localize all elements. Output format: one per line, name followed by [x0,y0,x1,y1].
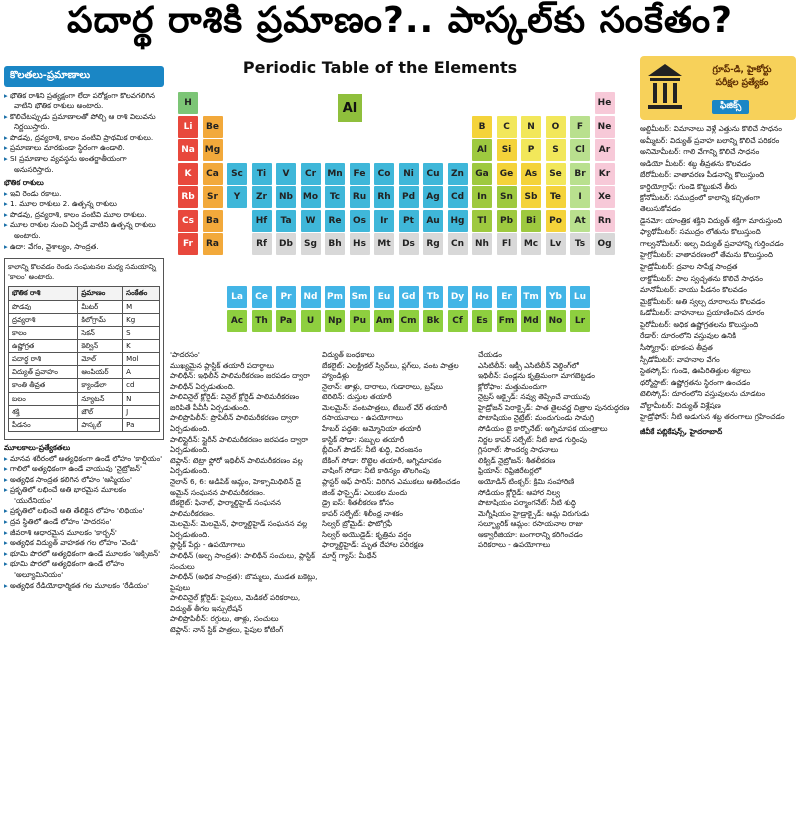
element-cell: Lu [570,286,590,308]
element-cell: Be [203,116,223,138]
text-line: ప్లాస్టర్ ఆఫ్ పారిస్: విరిగిన ఎముకలు అతికించడం [322,476,461,486]
element-cell: W [301,210,321,232]
subheading: భౌతిక రాశులు [4,178,44,188]
instrument-item: పైరోమీటర్: అధిక ఉష్ణోగ్రతలను కొలుస్తుంది [640,319,759,329]
table-cell: J [123,405,160,418]
table-cell: పొడవు [9,300,78,313]
table-header: ప్రమాణం [78,287,123,300]
text-line: పరికరాలు - ఉపయోగాలు [478,540,551,550]
text-line: జింక్ ఫాస్ఫైడ్: ఎలుకల మందు [322,487,408,497]
table-cell: పాస్కల్ [78,418,123,431]
text-line: ముఖ్యమైన ప్లాస్టిక్ తయారీ పదార్థాలు [170,360,275,370]
element-cell: Bh [325,233,345,255]
element-cell: Mo [301,186,321,208]
table-cell: మీటర్ [78,300,123,313]
element-cell: Sr [203,186,223,208]
text-line: పాలిథీన్ (అధిక సాంద్రత): బొమ్మలు, ముడత బకెట్లు, పైపులు [170,572,318,592]
table-cell: కెల్విన్ [78,340,123,353]
list-item: ▸ ఉదా: వేగం, వైశాల్యం, సాంద్రత. [4,242,164,253]
text-line: ఎసిటిలీన్: ఆక్సీ ఎసిటిలీన్ వెల్డింగ్‌లో [478,360,579,370]
element-cell: H [178,92,198,114]
table-cell: క్యాండేలా [78,379,123,392]
list-item: ▸ మూల రాశుల నుంచి ఏర్పడే వాటిని ఉత్పన్న రాశులు అంటారు. [4,220,164,241]
units-box [4,258,164,440]
list-item: ▸ మానవ శరీరంలో అత్యధికంగా ఉండే లోహం 'కాల్షియం' [4,454,164,465]
element-cell: Ar [595,139,615,161]
table-row [9,300,160,313]
element-cell: Na [178,139,198,161]
instrument-item: ఓడోమీటర్: వాహనాలు ప్రయాణించిన దూరం [640,308,765,318]
element-cell: Hg [448,210,468,232]
element-cell: Ru [350,186,370,208]
element-cell: Ho [472,286,492,308]
list-item: ▸ 1. మూల రాశులు 2. ఉత్పన్న రాశులు [4,199,164,210]
building-icon [646,62,684,112]
text-line: క్లోరోఫాం: మత్తుమందుగా [478,381,547,391]
periodic-table [168,92,636,342]
column-4 [478,350,638,826]
element-cell: Br [570,163,590,185]
element-cell: Hs [350,233,370,255]
element-cell: C [497,116,517,138]
element-cell: Rb [178,186,198,208]
element-cell: Ba [203,210,223,232]
list-item: ▸ అత్యధిక సాంద్రత కలిగిన లోహం 'ఆస్మియం' [4,475,164,486]
headline: పదార్థ రాశికి ప్రమాణం?.. పాస్కల్‌కు సంకేతం? [66,0,734,41]
table-row [9,405,160,418]
element-cell: Re [325,210,345,232]
table-cell: మోల్ [78,353,123,366]
list-item: ▸ పొడవు, ద్రవ్యరాశి, కాలం వంటివి మూల రాశులు. [4,210,164,221]
list-item: ▸ భూమి పొరలో అత్యధికంగా ఉండే లోహం 'అల్యూమినియం' [4,559,164,580]
text-line: పొటాషియం పర్మాంగనేట్: నీటి శుద్ధి [478,498,576,508]
text-line: వాషింగ్ సోడా: నీటి కాఠిన్యం తొలగింపు [322,466,430,476]
text-line: పాలిప్రొపిలీన్: రగ్గులు, తాళ్లు, సంచులు [170,614,279,624]
text-line: రసాయనాలు - ఉపయోగాలు [322,413,403,423]
section-banner: కొలతలు-ప్రమాణాలు [4,66,164,87]
element-cell: Ge [497,163,517,185]
element-cell: Cr [301,163,321,185]
list-item: ▸ అత్యధిక విద్యుత్ వాహకత గల లోహం 'వెండి' [4,538,164,549]
element-cell: Sn [497,186,517,208]
exam-banner [640,56,796,120]
list-item: ▸ పొడవు, ద్రవ్యరాశి, కాలం వంటివి ప్రాథమిక రాశులు. [4,133,164,144]
table-row [9,326,160,339]
instrument-item: థర్మోస్టాట్: ఉష్ణోగ్రతను స్థిరంగా ఉంచడం [640,377,751,387]
column-2 [170,350,320,826]
instrument-item: డైనమో: యాంత్రిక శక్తిని విద్యుత్ శక్తిగా మారుస్తుంది [640,215,783,225]
element-cell: Ac [227,310,247,332]
text-line: టెరిలిన్: దుస్తుల తయారీ [322,392,392,402]
element-cell: In [472,186,492,208]
element-cell: N [521,116,541,138]
table-header: భౌతిక రాశి [9,287,78,300]
element-cell: Rh [374,186,394,208]
element-cell: V [276,163,296,185]
table-cell: ఆంపియర్ [78,366,123,379]
element-cell: Mg [203,139,223,161]
banner-line1: గ్రూప్-డి, హైకోర్టు [712,65,772,75]
table-row [9,418,160,431]
element-cell: Dy [448,286,468,308]
text-line: విద్యుత్ బంధకాలు [322,350,375,359]
section1-list [4,91,164,176]
element-cell: Ts [570,233,590,255]
text-line: పాలివినైల్ క్లోరైడ్: వినైల్ క్లోరైడ్ పాలిమరీకరణం జరిపితే పీవీసీ ఏర్పడుతుంది. [170,392,300,412]
text-line: మెగ్నీషియం హైడ్రాక్సైడ్: ఆమ్ల విరుగుడు [478,508,589,518]
instrument-item: రేడార్: దూరంలోని వస్తువుల ఉనికి [640,331,737,341]
text-line: ఫ్రియాన్: రిఫ్రిజిరేటర్లలో [478,466,542,476]
element-cell: Pu [350,310,370,332]
element-cell: Sc [227,163,247,185]
text-line: గ్లిసరాల్: సౌందర్య సాధనాలు [478,445,559,455]
element-cell: Nd [301,286,321,308]
instrument-item: సీస్మోగ్రాఫ్: భూకంప తీవ్రత [640,342,713,352]
element-cell: Es [472,310,492,332]
instrument-item: వోల్టామీటర్: విద్యుత్ విశ్లేషణ [640,400,721,410]
table-cell: Mol [123,353,160,366]
instrument-item: హైగ్రోమీటర్: వాతావరణంలో తేమను కొలుస్తుంది [640,250,774,260]
element-cell: Ca [203,163,223,185]
element-cell: Cl [570,139,590,161]
element-cell: Po [546,210,566,232]
table-row [9,392,160,405]
instrument-item: అమ్మీటర్: విద్యుత్ ప్రవాహ బలాన్ని కొలిచే పరికరం [640,135,780,145]
element-cell: Fm [497,310,517,332]
element-cell: No [546,310,566,332]
text-line: నిర్జల కాపర్ సల్ఫేట్: నీటి జాడ గుర్తింపు [478,434,587,444]
element-cell: Sg [301,233,321,255]
element-cell: Au [423,210,443,232]
element-cell: Y [227,186,247,208]
text-line: సిల్వర్ బ్రోమైడ్: ఫొటోగ్రఫీ [322,519,393,529]
list-item: ▸ భూమి పొరలో అత్యధికంగా ఉండే మూలకం 'ఆక్సిజన్' [4,549,164,560]
text-line: ఇథిలీన్: పండ్లను కృత్రిమంగా మాగబెట్టడం [478,371,595,381]
table-cell: K [123,340,160,353]
text-line: బేకలైట్: ఎలక్ట్రికల్ స్విచ్‌లు, ప్లగ్‌లు, వంట పాత్రల హ్యాండిళ్లు [322,360,459,381]
element-cell: Xe [595,186,615,208]
table-cell: Pa [123,418,160,431]
text-line: మెలమైన్: మెలమైన్, ఫార్మాల్డిహైడ్ సంఘనన వల్ల ఏర్పడుతుంది. [170,519,308,539]
element-cell: Ds [399,233,419,255]
exam-banner-text [692,64,792,89]
element-cell: Cu [423,163,443,185]
element-cell: Pt [399,210,419,232]
list-item: ▸ గాలిలో అత్యధికంగా ఉండే వాయువు 'నైట్రోజన్' [4,464,164,475]
element-cell: Np [325,310,345,332]
element-cell: Cs [178,210,198,232]
text-line: నైలాన్ 6, 6: అడిపిక్ ఆమ్లం, హెక్సామిథిలిన్ డై అమైన్ సంఘనన పాలిమరీకరణం. [170,476,302,497]
list-item: ▸ ప్రమాణాలు మారకుండా స్థిరంగా ఉండాలి. [4,143,164,154]
element-cell: Tc [325,186,345,208]
text-line: అయోడిన్ టింక్చర్: క్రిమి సంహారిణి [478,476,575,486]
text-line: సల్ఫ్యూరిక్ ఆమ్లం: రసాయనాల రాజు [478,519,583,529]
elements-list [4,454,164,592]
text-line: నైలాన్: తాళ్లు, దారాలు, గుడారాలు, బ్రష్‌లు [322,381,443,391]
banner-line2: పరీక్షల ప్రత్యేకం [715,77,769,88]
element-cell: Si [497,139,517,161]
units-intro: కాలాన్ని కొలవడం రెండు సంఘటనల మధ్య సమయాన్ని 'కాలం' అంటారు. [8,263,156,282]
key-element: Al [338,94,362,122]
subsection-list [4,189,164,252]
units-table [8,286,160,432]
instrument-item: ఫ్యాథోమీటర్: సముద్రం లోతును కొలుస్తుంది [640,227,761,237]
element-cell: I [570,186,590,208]
table-row [9,379,160,392]
element-cell: Lr [570,310,590,332]
element-cell: Fe [350,163,370,185]
instrument-item: ఆల్టిమీటర్: విమానాలు వెళ్లే ఎత్తును కొలిచే సాధనం [640,124,782,133]
list-item: ▸ భౌతిక రాశిని ప్రత్యక్షంగా లేదా పరోక్షంగా కొలవగలిగిన వాటిని భౌతిక రాశులు అంటారు. [4,91,164,112]
element-cell: Tb [423,286,443,308]
column-3 [322,350,472,826]
text-line: 'పాదరసం' [170,350,200,359]
element-cell: Ag [423,186,443,208]
table-cell: Kg [123,313,160,326]
subject-badge: ఫిజిక్స్ [712,100,749,114]
element-cell: Zn [448,163,468,185]
table-row [9,313,160,326]
element-cell: Pr [276,286,296,308]
element-cell: Eu [374,286,394,308]
element-cell: As [521,163,541,185]
element-cell: Rg [423,233,443,255]
text-line: పాలిథీన్: ఇథిలీన్ పాలిమరీకరణం జరపడం ద్వారా పాలిథీన్ ఏర్పడుతుంది. [170,371,310,391]
table-cell: న్యూటన్ [78,392,123,405]
element-cell: Tm [521,286,541,308]
instrument-item: టెలిస్కోప్: దూరంలోని వస్తువులను చూడటం [640,389,766,399]
text-line: బేకింగ్ సోడా: రొట్టెల తయారీ, అగ్నిమాపకం [322,455,442,465]
text-line: సోడియం క్లోరైడ్: ఆహార నిల్వ [478,487,561,497]
element-cell: Li [178,116,198,138]
element-cell: U [301,310,321,332]
text-line: మార్ష్ గ్యాస్: మీథేన్ [322,550,377,560]
element-cell: Bi [521,210,541,232]
element-cell: Fl [497,233,517,255]
text-line: పాలివినైల్ క్లోరైడ్: పైపులు, మెడికల్ పరికరాలు, విద్యుత్ తీగల ఇన్సులేషన్ [170,593,301,613]
element-cell: B [472,116,492,138]
element-cell: Cm [399,310,419,332]
table-row [9,366,160,379]
subheading: మూలకాలు-ప్రత్యేకతలు [4,443,71,452]
element-cell: O [546,116,566,138]
element-cell: Ga [472,163,492,185]
element-cell: Nb [276,186,296,208]
table-cell: M [123,300,160,313]
element-cell: Pm [325,286,345,308]
element-cell: Ir [374,210,394,232]
element-cell: Ra [203,233,223,255]
element-cell: Mc [521,233,541,255]
element-cell: Pd [399,186,419,208]
table-cell: కిలోగ్రామ్ [78,313,123,326]
table-cell: కాంతి తీవ్రత [9,379,78,392]
element-cell: Zr [252,186,272,208]
list-item: ▸ ఇవి రెండు రకాలు. [4,189,164,200]
text-line: పాలిస్టైరీన్: స్టైరీన్ పాలిమరీకరణం జరపడం ద్వారా ఏర్పడుతుంది. [170,434,309,455]
text-line: టెఫ్లాన్: నాన్ స్టిక్ పాత్రలు, పైపుల కోటింగ్ [170,625,284,635]
element-cell: K [178,163,198,185]
text-line: నైట్రస్ ఆక్సైడ్: నవ్వు తెప్పించే వాయువు [478,392,590,402]
element-cell: Te [546,186,566,208]
instrument-item: హైడ్రోమీటర్: ద్రవాల సాపేక్ష సాంద్రత [640,261,738,271]
instrument-item: మానోమీటర్: వాయు పీడనం కొలవడం [640,285,747,295]
element-cell: Yb [546,286,566,308]
element-cell: Th [252,310,272,332]
list-item: ▸ ప్రకృతిలో లభించే అతి తేలికైన లోహం 'లిథియం' [4,506,164,517]
right-column [640,124,796,826]
element-cell: Rf [252,233,272,255]
element-cell: Co [374,163,394,185]
table-cell: శక్తి [9,405,78,418]
list-item: ▸ అత్యధిక రేడియోధార్మికత గల మూలకం 'రేడియం' [4,581,164,592]
element-cell: Ne [595,116,615,138]
instrument-item: స్పీడోమీటర్: వాహనాల వేగం [640,354,720,364]
table-cell: విద్యుత్ ప్రవాహం [9,366,78,379]
element-cell: Pa [276,310,296,332]
element-cell: Cd [448,186,468,208]
instrument-item: బేరోమీటర్: వాతావరణ పీడనాన్ని కొలుస్తుంది [640,170,765,180]
instrument-item: క్రోనోమీటర్: సముద్రంలో కాలాన్ని కచ్చితంగా తెలుసుకోవడం [640,193,761,214]
signature: జీవీకే పబ్లికేషన్స్, హైదరాబాద్ [640,427,723,437]
element-cell: Db [276,233,296,255]
element-cell: Nh [472,233,492,255]
table-cell: జౌల్ [78,405,123,418]
element-cell: Er [497,286,517,308]
text-line: పాలిప్రొపిలీన్: ప్రొపిలీన్ పాలిమరీకరణం ద్వారా ఏర్పడుతుంది. [170,413,299,434]
element-cell: P [521,139,541,161]
text-line: మెలమైన్: వంటపాత్రలు, టేబుల్ వేర్ తయారీ [322,402,448,412]
table-cell: cd [123,379,160,392]
table-cell: A [123,366,160,379]
table-cell: కాలం [9,326,78,339]
element-cell: Og [595,233,615,255]
text-line: ఫార్మాల్డిహైడ్: మృత దేహాల పరిరక్షణ [322,540,424,550]
instrument-item: మైక్రోమీటర్: అతి స్వల్ప దూరాలను కొలవడం [640,296,765,306]
instrument-item: కార్డియోగ్రాఫ్: గుండె కొట్టుకునే తీరు [640,181,737,191]
element-cell: Am [374,310,394,332]
table-cell: S [123,326,160,339]
element-cell: Sm [350,286,370,308]
text-line: కాపర్ సల్ఫేట్: శిలీంధ్ర నాశకం [322,508,403,518]
element-cell: Cf [448,310,468,332]
text-line: హేబర్ పద్ధతి: అమ్మోనియా తయారీ [322,424,422,434]
table-row [9,340,160,353]
list-item: ▸ ద్రవ స్థితిలో ఉండే లోహం 'పాదరసం' [4,517,164,528]
element-cell: La [227,286,247,308]
element-cell: Sb [521,186,541,208]
element-cell: Pb [497,210,517,232]
element-cell: Ta [276,210,296,232]
element-cell: Tl [472,210,492,232]
table-row [9,353,160,366]
text-line: బేకలైట్: ఫినాల్, ఫార్మాల్డిహైడ్ సంఘనన పాలిమరీకరణం. [170,498,282,518]
table-cell: పీడనం [9,418,78,431]
table-cell: N [123,392,160,405]
text-line: ఆక్వారీజియా: బంగారాన్ని కరిగించడం [478,529,583,539]
element-cell: Al [472,139,492,161]
instrument-item: గాల్వనోమీటర్: అల్ప విద్యుత్ ప్రవాహాన్ని గుర్తించడం [640,238,784,248]
element-cell: Ti [252,163,272,185]
element-cell: Ni [399,163,419,185]
table-cell: ద్రవ్యరాశి [9,313,78,326]
list-item: ▸ జీవరాశి ఆధారమైన మూలకం 'కార్బన్' [4,528,164,539]
element-cell: Cn [448,233,468,255]
table-cell: సెకన్ [78,326,123,339]
list-item: ▸ ప్రకృతిలో లభించే అతి భారమైన మూలకం 'యురేనియం' [4,485,164,506]
element-cell: Os [350,210,370,232]
element-cell: S [546,139,566,161]
periodic-table-title: Periodic Table of the Elements [242,58,518,77]
text-line: సిల్వర్ అయొడైడ్: కృత్రిమ వర్షం [322,529,412,539]
left-column [4,56,164,826]
text-line: బ్లీచింగ్ పౌడర్: నీటి శుద్ధి, విరంజనం [322,445,423,455]
list-item: ▸ కొలిచేటప్పుడు ప్రమాణాలతో పోల్చి ఆ రాశి విలువను నిర్ణయిస్తారు. [4,112,164,133]
text-line: లిక్విడ్ నైట్రోజన్: శీతలీకరణ [478,455,556,465]
element-cell: Mn [325,163,345,185]
element-cell: He [595,92,615,114]
text-line: టెఫ్లాన్: టెట్రా ఫ్లోరో ఇథిలీన్ పాలిమరీకరణం వల్ల ఏర్పడుతుంది. [170,455,303,476]
instrument-item: అనిమోమీటర్: గాలి వేగాన్ని కొలిచే సాధనం [640,147,760,157]
element-cell: F [570,116,590,138]
instrument-item: హైడ్రోఫోన్: నీటి అడుగున శబ్ద తరంగాలు గ్రహించడం [640,412,785,422]
list-item: ▸ SI ప్రమాణాల వ్యవస్థను అంతర్జాతీయంగా అనుసరిస్తారు. [4,154,164,175]
table-cell: పదార్థ రాశి [9,353,78,366]
instrument-item: లాక్టోమీటర్: పాల స్వచ్ఛతను కొలిచే సాధనం [640,273,763,283]
table-header: సంకేతం [123,287,160,300]
element-cell: At [570,210,590,232]
element-cell: Se [546,163,566,185]
element-cell: Kr [595,163,615,185]
element-cell: Mt [374,233,394,255]
element-cell: Rn [595,210,615,232]
instrument-item: ఆడియో మీటర్: శబ్ద తీవ్రతను కొలవడం [640,158,751,168]
element-cell: Gd [399,286,419,308]
element-cell: Bk [423,310,443,332]
element-cell: Ce [252,286,272,308]
text-line: సోడియం బై కార్బొనేట్: అగ్నిమాపక యంత్రాలు [478,424,608,434]
text-line: పాలిథీన్ (అల్ప సాంద్రత): పాలిథీన్ సంచులు, ప్లాస్టిక్ సంచులు [170,550,315,571]
text-line: కాస్టిక్ సోడా: సబ్బుల తయారీ [322,434,405,444]
text-line: హైడ్రోజన్ పెరాక్సైడ్: పాత తైలవర్ణ చిత్రాల పునరుద్ధరణ [478,402,630,412]
text-line: డ్రై ఐస్: శీతలీకరణ కోసం [322,498,394,508]
element-cell: Fr [178,233,198,255]
text-line: పొటాషియం నైట్రేట్: మందుగుండు సామగ్రి [478,413,595,423]
text-line: చేయడం [478,350,502,359]
element-cell: Lv [546,233,566,255]
table-cell: బలం [9,392,78,405]
element-cell: Md [521,310,541,332]
element-cell: Hf [252,210,272,232]
instrument-item: స్టెతస్కోప్: గుండె, ఊపిరితిత్తుల శబ్దాలు [640,366,751,376]
text-line: ప్లాస్టిక్ పేర్లు - ఉపయోగాలు [170,540,246,550]
table-cell: ఉష్ణోగ్రత [9,340,78,353]
